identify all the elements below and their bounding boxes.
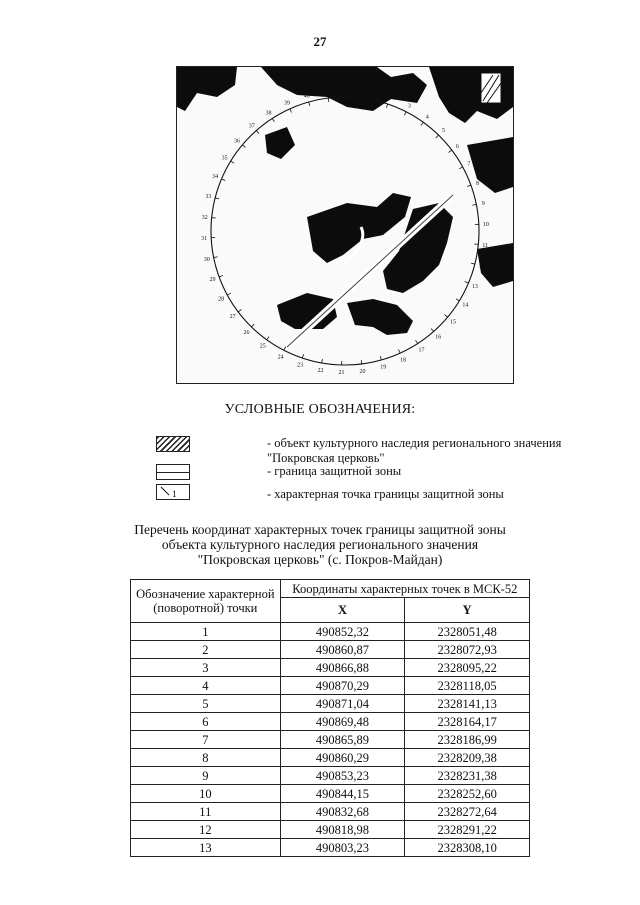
boundary-point-tick <box>302 354 303 358</box>
x-header: X <box>280 598 405 623</box>
y-coordinate-cell: 2328272,64 <box>405 803 530 821</box>
point-number-cell: 7 <box>131 731 281 749</box>
boundary-point-tick <box>445 315 448 318</box>
x-coordinate-cell: 490832,68 <box>280 803 405 821</box>
boundary-point-label: 15 <box>450 319 457 326</box>
point-number-cell: 6 <box>131 713 281 731</box>
y-coordinate-cell: 2328231,38 <box>405 767 530 785</box>
boundary-point-label: 30 <box>203 256 210 263</box>
boundary-point-tick <box>456 299 459 301</box>
boundary-point-tick <box>431 328 434 331</box>
boundary-point-label: 16 <box>435 334 442 341</box>
boundary-point-tick <box>227 293 231 295</box>
boundary-point-tick <box>398 349 400 353</box>
x-coordinate-cell: 490844,15 <box>280 785 405 803</box>
boundary-point-tick <box>471 263 475 264</box>
x-coordinate-cell: 490860,29 <box>280 749 405 767</box>
boundary-point-tick <box>256 131 259 134</box>
coordinates-list-title <box>0 522 640 567</box>
x-coordinate-cell: 490871,04 <box>280 695 405 713</box>
table-row <box>131 785 530 803</box>
boundary-point-label: 4 <box>425 114 429 121</box>
boundary-point-label: 18 <box>399 357 406 364</box>
boundary-point-label: 6 <box>455 143 459 150</box>
y-coordinate-cell: 2328141,13 <box>405 695 530 713</box>
list-title-line: объекта культурного наследия регионального значения <box>161 537 479 552</box>
boundary-point-label: 19 <box>380 364 387 371</box>
boundary-point-label: 22 <box>317 367 324 374</box>
boundary-point-tick <box>421 122 423 125</box>
y-coordinate-cell: 2328095,22 <box>405 659 530 677</box>
table-row <box>131 821 530 839</box>
boundary-point-tick <box>214 257 218 258</box>
church-object <box>481 73 501 103</box>
legend-item-label: - граница защитной зоны <box>267 464 402 478</box>
table-row <box>131 731 530 749</box>
boundary-point-label: 25 <box>259 343 266 350</box>
boundary-point-label: 31 <box>201 236 208 243</box>
boundary-point-label: 35 <box>221 155 228 162</box>
coordinates-table <box>130 579 530 857</box>
point-number-cell: 12 <box>131 821 281 839</box>
table-row <box>131 623 530 641</box>
boundary-line-icon <box>156 464 190 480</box>
boundary-point-tick <box>290 109 292 113</box>
boundary-point-label: 37 <box>248 123 255 130</box>
table-row <box>131 677 530 695</box>
boundary-point-label: 3 <box>407 103 411 110</box>
boundary-point-tick <box>436 135 439 138</box>
boundary-point-label: 40 <box>303 93 310 100</box>
x-coordinate-cell: 490852,32 <box>280 623 405 641</box>
boundary-point-label: 8 <box>475 180 479 187</box>
boundary-point-tick <box>467 185 471 186</box>
boundary-point-label: 32 <box>201 214 208 221</box>
coords-header: Координаты характерных точек в МСК-52 <box>280 580 529 598</box>
boundary-point-label: 13 <box>471 283 478 290</box>
boundary-point-tick <box>219 275 223 276</box>
point-number-cell: 11 <box>131 803 281 821</box>
point-number-cell: 2 <box>131 641 281 659</box>
point-number-cell: 8 <box>131 749 281 767</box>
y-coordinate-cell: 2328308,10 <box>405 839 530 857</box>
y-coordinate-cell: 2328209,38 <box>405 749 530 767</box>
boundary-point-tick <box>404 112 406 116</box>
y-coordinate-cell: 2328291,22 <box>405 821 530 839</box>
boundary-point-label: 7 <box>467 161 471 168</box>
boundary-point-label: 21 <box>338 369 345 376</box>
boundary-point-label: 42 <box>345 88 352 95</box>
boundary-point-tick <box>215 198 219 199</box>
point-marker-label: 1 <box>172 489 177 499</box>
y-coordinate-cell: 2328118,05 <box>405 677 530 695</box>
boundary-point-label: 5 <box>441 128 445 135</box>
boundary-point-label: 14 <box>462 302 469 309</box>
x-coordinate-cell: 490803,23 <box>280 839 405 857</box>
point-number-cell: 10 <box>131 785 281 803</box>
designation-header: Обозначение характерной (поворотной) точки <box>131 580 281 623</box>
point-number-cell: 4 <box>131 677 281 695</box>
boundary-point-tick <box>322 359 323 363</box>
page-number: 27 <box>313 34 327 49</box>
point-number-cell: 5 <box>131 695 281 713</box>
boundary-point-label: 39 <box>284 100 291 107</box>
boundary-point-label: 11 <box>482 243 489 250</box>
list-title-line: Перечень координат характерных точек границы защитной зоны <box>134 522 506 537</box>
boundary-point-label: 10 <box>482 221 489 228</box>
x-coordinate-cell: 490865,89 <box>280 731 405 749</box>
point-number-cell: 1 <box>131 623 281 641</box>
table-row <box>131 839 530 857</box>
boundary-point-label: 34 <box>212 174 219 181</box>
y-coordinate-cell: 2328072,93 <box>405 641 530 659</box>
boundary-point-label: 38 <box>265 110 272 117</box>
boundary-point-label: 12 <box>478 263 485 270</box>
boundary-point-label: 2 <box>388 95 392 102</box>
boundary-point-tick <box>222 179 226 181</box>
boundary-point-tick <box>386 104 387 108</box>
x-coordinate-cell: 490818,98 <box>280 821 405 839</box>
boundary-point-label: 1 <box>367 90 371 97</box>
table-row <box>131 803 530 821</box>
boundary-point-tick <box>242 145 245 148</box>
y-coordinate-cell: 2328186,99 <box>405 731 530 749</box>
table-row <box>131 749 530 767</box>
boundary-point-tick <box>238 309 241 311</box>
boundary-point-label: 9 <box>481 201 485 208</box>
list-title-line: "Покровская церковь" (с. Покров-Майдан) <box>197 552 443 567</box>
boundary-point-tick <box>251 324 254 327</box>
boundary-point-label: 28 <box>218 296 225 303</box>
boundary-point-label: 33 <box>205 194 212 201</box>
y-coordinate-cell: 2328051,48 <box>405 623 530 641</box>
boundary-point-label: 27 <box>229 314 236 321</box>
boundary-point-tick <box>472 204 476 205</box>
legend-title: УСЛОВНЫЕ ОБОЗНАЧЕНИЯ: <box>224 402 416 417</box>
boundary-point-label: 26 <box>243 329 250 336</box>
boundary-point-tick <box>449 150 452 152</box>
boundary-point-label: 29 <box>209 277 216 284</box>
boundary-point-label: 23 <box>297 362 304 369</box>
boundary-point-tick <box>465 281 469 283</box>
boundary-point-tick <box>284 347 286 351</box>
table-row <box>131 767 530 785</box>
boundary-point-tick <box>380 356 381 360</box>
x-coordinate-cell: 490870,29 <box>280 677 405 695</box>
boundary-point-label: 24 <box>277 354 284 361</box>
boundary-point-tick <box>459 167 463 169</box>
x-coordinate-cell: 490853,23 <box>280 767 405 785</box>
legend-item-label: - характерная точка границы защитной зоны <box>267 487 504 501</box>
x-coordinate-cell: 490860,87 <box>280 641 405 659</box>
y-coordinate-cell: 2328164,17 <box>405 713 530 731</box>
legend-item-label: - объект культурного наследия регионального значения "Покровская церковь" <box>267 436 562 465</box>
table-row <box>131 659 530 677</box>
boundary-point-label: 20 <box>359 368 366 375</box>
boundary-point-label: 41 <box>324 89 331 96</box>
boundary-point-label: 36 <box>233 138 240 145</box>
table-row <box>131 641 530 659</box>
boundary-point-tick <box>272 118 274 121</box>
y-coordinate-cell: 2328252,60 <box>405 785 530 803</box>
boundary-point-label: 17 <box>418 347 425 354</box>
table-row <box>131 695 530 713</box>
hatched-swatch-icon <box>156 436 190 452</box>
boundary-point-tick <box>309 102 310 106</box>
point-number-cell: 3 <box>131 659 281 677</box>
point-marker-icon <box>156 484 190 500</box>
boundary-point-tick <box>416 340 418 343</box>
zone-map <box>176 66 514 384</box>
x-coordinate-cell: 490866,88 <box>280 659 405 677</box>
point-number-cell: 13 <box>131 839 281 857</box>
table-row <box>131 713 530 731</box>
boundary-point-tick <box>267 337 269 340</box>
point-number-cell: 9 <box>131 767 281 785</box>
x-coordinate-cell: 490869,48 <box>280 713 405 731</box>
y-header: Y <box>405 598 530 623</box>
boundary-point-tick <box>231 161 234 163</box>
